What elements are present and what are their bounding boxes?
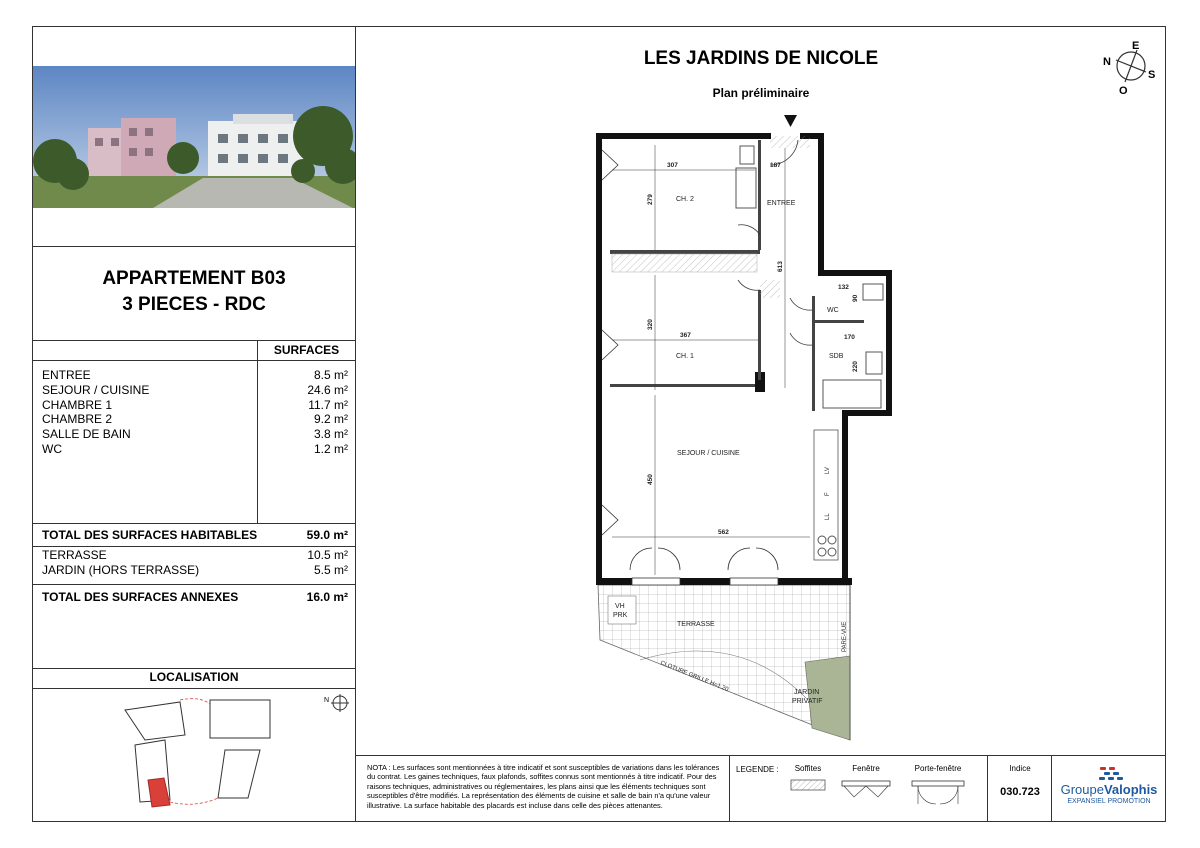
entrance-arrow-icon bbox=[784, 115, 797, 127]
left-divider-1 bbox=[33, 246, 355, 247]
list-item bbox=[42, 563, 348, 578]
dim-307: 307 bbox=[667, 162, 678, 169]
logo-name-part2: Valophis bbox=[1103, 782, 1158, 797]
compass-n: N bbox=[1103, 56, 1111, 68]
total-annexes-value: 16.0 m² bbox=[306, 590, 348, 604]
logo-subtitle: EXPANSIEL PROMOTION bbox=[1067, 798, 1151, 805]
dim-279: 279 bbox=[647, 194, 654, 205]
room-label: CHAMBRE 2 bbox=[42, 412, 113, 427]
room-value: 3.8 m² bbox=[313, 427, 348, 442]
footer-sep-1 bbox=[729, 755, 730, 822]
window-symbol-icon bbox=[838, 777, 894, 803]
annex-label: TERRASSE bbox=[42, 548, 107, 562]
room-value: 8.5 m² bbox=[313, 368, 348, 382]
compass-o: O bbox=[1119, 85, 1128, 97]
total-habitable-value: 59.0 m² bbox=[306, 528, 348, 542]
legend-soffites-label: Soffites bbox=[794, 764, 822, 773]
room-label-terrasse: TERRASSE bbox=[677, 621, 715, 628]
left-divider-5 bbox=[33, 546, 355, 547]
dim-90: 90 bbox=[852, 294, 859, 302]
soffites-symbol-icon bbox=[790, 779, 826, 791]
label-pare-vue: PARE-VUE bbox=[842, 621, 848, 652]
annexes-list bbox=[42, 548, 348, 578]
dim-187: 187 bbox=[770, 162, 781, 169]
left-divider-7 bbox=[33, 668, 355, 669]
apartment-location-highlight bbox=[148, 778, 170, 807]
label-cloture: CLOTURE GRILLE H=1.20 bbox=[659, 660, 730, 694]
compass-e: E bbox=[1132, 40, 1140, 52]
dim-220: 220 bbox=[852, 361, 859, 372]
building-render-image bbox=[33, 66, 355, 208]
left-divider-2 bbox=[33, 340, 355, 341]
room-label: CHAMBRE 1 bbox=[42, 397, 113, 412]
dim-170: 170 bbox=[844, 334, 855, 341]
room-value: 24.6 m² bbox=[307, 382, 348, 397]
localisation-compass-icon bbox=[324, 694, 349, 712]
total-annexes bbox=[42, 590, 348, 604]
compass-s: S bbox=[1148, 69, 1156, 81]
total-habitable-label: TOTAL DES SURFACES HABITABLES bbox=[42, 528, 258, 542]
logo-name bbox=[1052, 782, 1166, 797]
room-label-entree: ENTREE bbox=[767, 200, 796, 207]
legend-porte-fenetre bbox=[906, 764, 970, 809]
left-divider-4 bbox=[33, 523, 355, 524]
dim-450: 450 bbox=[647, 474, 654, 485]
list-item bbox=[42, 398, 348, 413]
left-divider-3 bbox=[33, 360, 355, 361]
room-label-ch2: CH. 2 bbox=[676, 196, 694, 203]
label-lv: LV bbox=[825, 467, 831, 474]
legend-soffites bbox=[788, 764, 828, 793]
footer-divider bbox=[355, 755, 1166, 756]
annex-value: 10.5 m² bbox=[307, 548, 348, 562]
dim-613: 613 bbox=[777, 261, 784, 272]
room-value: 9.2 m² bbox=[313, 412, 348, 427]
localisation-north-label: N bbox=[324, 697, 330, 704]
label-f: F bbox=[825, 492, 831, 496]
project-subtitle: Plan préliminaire bbox=[712, 86, 810, 100]
list-item bbox=[42, 427, 348, 442]
localisation-map bbox=[100, 690, 360, 820]
list-item bbox=[42, 383, 348, 398]
apartment-title bbox=[33, 266, 355, 318]
surfaces-header: SURFACES bbox=[273, 343, 340, 357]
room-label-sdb: SDB bbox=[829, 353, 844, 360]
localisation-title: LOCALISATION bbox=[149, 670, 239, 684]
floor-plan bbox=[560, 108, 920, 748]
room-value: 1.2 m² bbox=[313, 441, 348, 456]
annex-label: JARDIN (HORS TERRASSE) bbox=[42, 562, 200, 577]
room-label: ENTREE bbox=[42, 368, 91, 382]
legend-fenetre bbox=[838, 764, 894, 805]
project-title: LES JARDINS DE NICOLE bbox=[643, 48, 879, 69]
label-prk: PRK bbox=[613, 612, 628, 619]
logo-name-part1: Groupe bbox=[1060, 782, 1104, 797]
room-label: WC bbox=[42, 441, 62, 456]
indice-value: 030.723 bbox=[1000, 786, 1040, 798]
room-label-wc: WC bbox=[827, 307, 839, 314]
dim-320: 320 bbox=[647, 319, 654, 330]
room-value: 11.7 m² bbox=[308, 397, 348, 412]
dim-562: 562 bbox=[718, 529, 729, 536]
list-item bbox=[42, 548, 348, 563]
legend-porte-fenetre-label: Porte-fenêtre bbox=[914, 764, 962, 773]
annex-value: 5.5 m² bbox=[313, 562, 348, 577]
room-label-jardin-1: JARDIN bbox=[794, 689, 820, 696]
apartment-name: APPARTEMENT B03 bbox=[102, 268, 286, 289]
room-label-jardin-2: PRIVATIF bbox=[792, 698, 823, 705]
room-label: SALLE DE BAIN bbox=[42, 427, 131, 442]
total-habitable bbox=[42, 528, 348, 542]
logo-mark-icon bbox=[1096, 765, 1126, 781]
list-item bbox=[42, 368, 348, 383]
surfaces-list bbox=[42, 368, 348, 457]
nota-disclaimer: NOTA : Les surfaces sont mentionnées à titre indicatif et sont susceptibles de variations dans les tolérances du contrat. Les gaines techniques, faux plafonds, soffites connus sont mentionnés à titre indicatif. Pour des raisons techniques, administratives ou réglementaires, les plans ainsi que les éléments techniques sont susceptibles d'être modifiés. La représentation des éléments de cuisine et salle de bain n'a qu'une valeur illustrative. La surface habitable des placards est incluse dans celle des pièces attenantes. bbox=[367, 763, 720, 810]
company-logo bbox=[1052, 762, 1166, 820]
apartment-type: 3 PIECES - RDC bbox=[122, 294, 266, 315]
french-window-symbol-icon bbox=[906, 777, 970, 807]
room-label-ch1: CH. 1 bbox=[676, 353, 694, 360]
room-label-sejour: SEJOUR / CUISINE bbox=[677, 450, 740, 457]
room-label: SEJOUR / CUISINE bbox=[42, 382, 150, 397]
left-divider-6 bbox=[33, 584, 355, 585]
dim-367: 367 bbox=[680, 332, 691, 339]
compass-rose-icon bbox=[1096, 38, 1166, 98]
indice-label: Indice bbox=[1009, 764, 1031, 773]
left-divider-8 bbox=[33, 688, 355, 689]
legend-label: LEGENDE : bbox=[736, 765, 779, 774]
list-item bbox=[42, 412, 348, 427]
label-ll: LL bbox=[825, 513, 831, 520]
dim-132: 132 bbox=[838, 284, 849, 291]
total-annexes-label: TOTAL DES SURFACES ANNEXES bbox=[42, 590, 239, 604]
legend-fenetre-label: Fenêtre bbox=[852, 764, 880, 773]
label-vh: VH bbox=[615, 603, 625, 610]
list-item bbox=[42, 442, 348, 457]
